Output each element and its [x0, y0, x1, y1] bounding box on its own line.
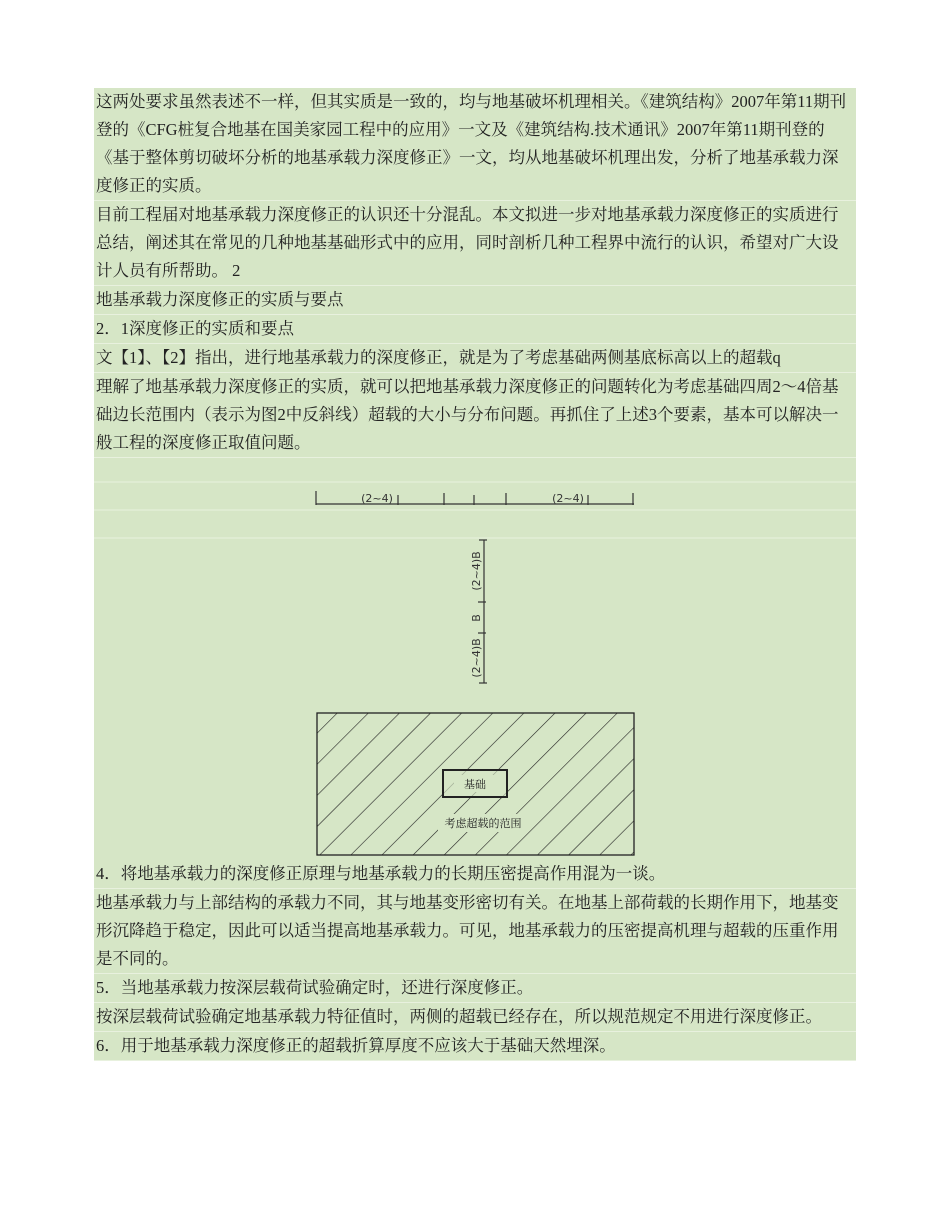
foundation-label: 基础 — [464, 778, 486, 791]
vertical-dimension-line — [470, 540, 487, 683]
list-item-heading: 4．将地基承载力的深度修正原理与地基承载力的长期压密提高作用混为一谈。 — [94, 860, 856, 889]
list-item-heading: 6．用于地基承载力深度修正的超载折算厚度不应该大于基础天然埋深。 — [94, 1032, 856, 1061]
range-label: 考虑超载的范围 — [444, 817, 522, 830]
paragraph: 这两处要求虽然表述不一样，但其实质是一致的，均与地基破坏机理相关。《建筑结构》2007年第11期刊登的《CFG桩复合地基在国美家园工程中的应用》一文及《建筑结构.技术通讯》2007年第11期刊登的《基于整体剪切破坏分析的地基承载力深度修正》一文，均从地基破坏机理出发，分析了地基承载力深度修正的实质。 — [94, 88, 856, 201]
vert-dim-mid-label: B — [470, 614, 483, 622]
paragraph: 理解了地基承载力深度修正的实质，就可以把地基承载力深度修正的问题转化为考虑基础四周2～4倍基础边长范围内（表示为图2中反斜线）超载的大小与分布问题。再抓住了上述3个要素，基本可以解决一般工程的深度修正取值问题。 — [94, 373, 856, 458]
list-item-heading: 5．当地基承载力按深层载荷试验确定时，还进行深度修正。 — [94, 974, 856, 1003]
paragraph: 按深层载荷试验确定地基承载力特征值时，两侧的超载已经存在，所以规范规定不用进行深度修正。 — [94, 1003, 856, 1032]
surcharge-range-diagram — [94, 458, 856, 860]
document-body — [94, 88, 856, 1061]
section-heading: 地基承载力深度修正的实质与要点 — [94, 286, 856, 315]
vert-dim-bottom-label: (2~4)B — [470, 638, 483, 678]
paragraph: 文【1】、【2】指出，进行地基承载力的深度修正，就是为了考虑基础两侧基底标高以上的超载q — [94, 344, 856, 373]
subsection-heading: 2．1深度修正的实质和要点 — [94, 315, 856, 344]
figure-2-diagram — [94, 458, 856, 860]
vert-dim-top-label: (2~4)B — [470, 551, 483, 591]
paragraph: 目前工程届对地基承载力深度修正的认识还十分混乱。本文拟进一步对地基承载力深度修正的实质进行总结，阐述其在常见的几种地基基础形式中的应用，同时剖析几种工程界中流行的认识，希望对广大设计人员有所帮助。 2 — [94, 201, 856, 286]
foundation-block — [443, 770, 507, 797]
top-dim-left-label: (2~4) — [361, 492, 393, 505]
paragraph: 地基承载力与上部结构的承载力不同，其与地基变形密切有关。在地基上部荷载的长期作用下，地基变形沉降趋于稳定，因此可以适当提高地基承载力。可见，地基承载力的压密提高机理与超载的压重作用是不同的。 — [94, 889, 856, 974]
top-dim-right-label: (2~4) — [552, 492, 584, 505]
top-dimension-line — [316, 491, 634, 505]
